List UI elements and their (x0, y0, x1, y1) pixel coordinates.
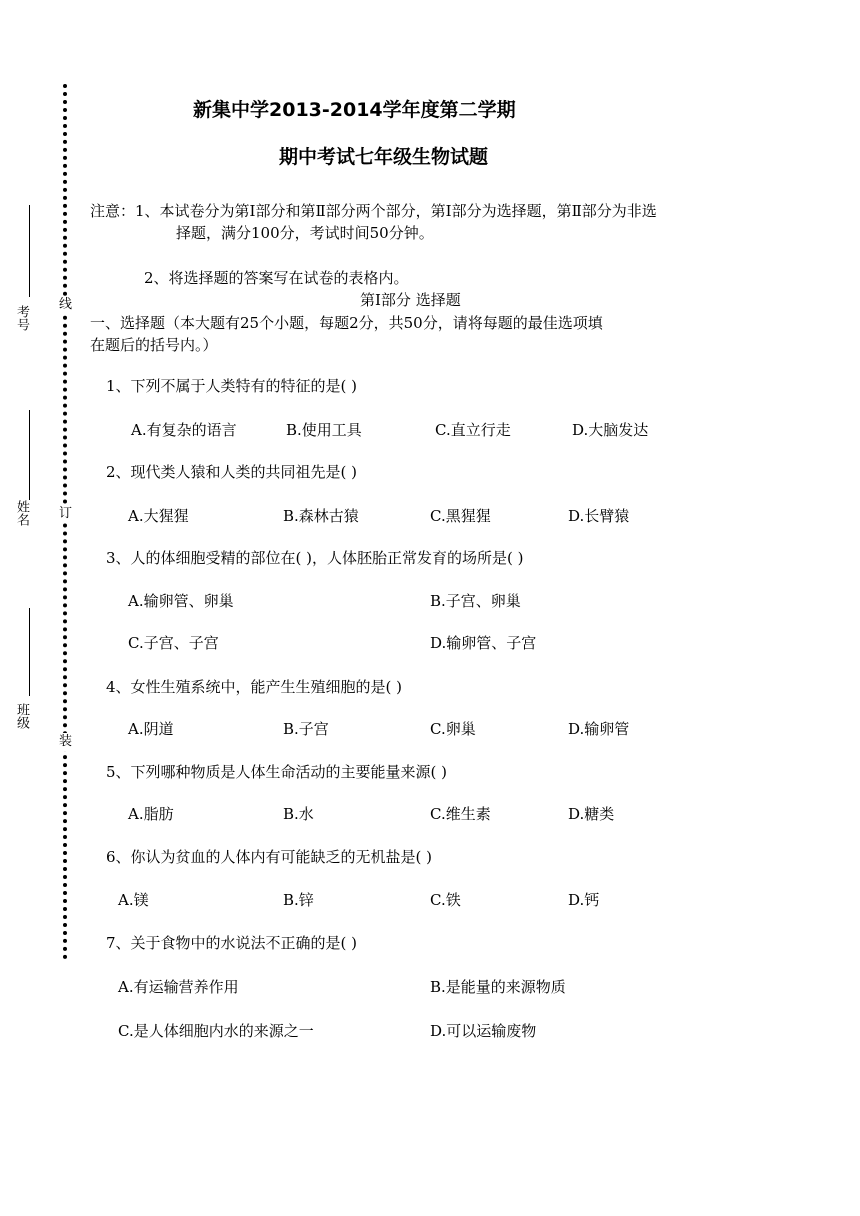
binding-mark-staple: 订 (59, 506, 73, 521)
question-1-option-b: B.使用工具 (286, 421, 362, 439)
title-line-1: 新集中学2013-2014学年度第二学期 (193, 99, 516, 121)
question-3-option-c: C.子宫、子宫 (128, 634, 219, 652)
question-4-option-d: D.输卵管 (568, 720, 630, 738)
question-6-option-c: C.铁 (430, 891, 461, 909)
question-6-option-d: D.钙 (568, 891, 600, 909)
notice-line-3: 2、将选择题的答案写在试卷的表格内。 (144, 269, 409, 287)
question-3-option-a: A.输卵管、卵巢 (128, 592, 234, 610)
binding-mark-bind: 装 (59, 734, 73, 749)
question-7-option-a: A.有运输营养作用 (118, 978, 239, 996)
question-7-option-d: D.可以运输废物 (430, 1022, 537, 1040)
question-1-option-c: C.直立行走 (435, 421, 511, 439)
question-7-option-c: C.是人体细胞内水的来源之一 (118, 1022, 314, 1040)
question-7-stem: 7、关于食物中的水说法不正确的是( ) (106, 934, 358, 952)
question-3-option-d: D.输卵管、子宫 (430, 634, 537, 652)
exam-no-underline (29, 205, 30, 297)
question-2-option-d: D.长臂猿 (568, 507, 630, 525)
question-5-option-a: A.脂肪 (128, 805, 174, 823)
question-2-stem: 2、现代类人猿和人类的共同祖先是( ) (106, 463, 358, 481)
question-5-option-d: D.糖类 (568, 805, 615, 823)
title-line-2: 期中考试七年级生物试题 (279, 146, 489, 168)
part-1-heading: 第Ⅰ部分 选择题 (360, 291, 461, 309)
name-underline (29, 410, 30, 500)
question-7-option-b: B.是能量的来源物质 (430, 978, 566, 996)
class-underline (29, 608, 30, 696)
exam-no-label: 考号 (14, 305, 29, 331)
question-2-option-a: A.大猩猩 (128, 507, 189, 525)
question-1-option-d: D.大脑发达 (572, 421, 649, 439)
section-intro-line-1: 一、选择题（本大题有25个小题，每题2分，共50分，请将每题的最佳选项填 (90, 314, 603, 332)
question-3-option-b: B.子宫、卵巢 (430, 592, 521, 610)
question-6-option-a: A.镁 (118, 891, 149, 909)
question-5-option-c: C.维生素 (430, 805, 491, 823)
name-label: 姓名 (14, 500, 29, 526)
question-1-stem: 1、下列不属于人类特有的特征的是( ) (106, 377, 358, 395)
question-4-option-c: C.卵巢 (430, 720, 476, 738)
question-4-stem: 4、女性生殖系统中，能产生生殖细胞的是( ) (106, 678, 403, 696)
question-3-stem: 3、人的体细胞受精的部位在( )，人体胚胎正常发育的场所是( ) (106, 549, 524, 567)
notice-line-1: 注意：1、本试卷分为第Ⅰ部分和第Ⅱ部分两个部分，第Ⅰ部分为选择题，第Ⅱ部分为非选 (90, 202, 657, 220)
question-5-option-b: B.水 (283, 805, 314, 823)
class-label: 班级 (14, 703, 29, 729)
question-6-stem: 6、你认为贫血的人体内有可能缺乏的无机盐是( ) (106, 848, 433, 866)
question-4-option-a: A.阴道 (128, 720, 174, 738)
binding-mark-line: 线 (59, 297, 73, 312)
question-6-option-b: B.锌 (283, 891, 314, 909)
question-2-option-b: B.森林古猿 (283, 507, 359, 525)
question-2-option-c: C.黑猩猩 (430, 507, 491, 525)
section-intro-line-2: 在题后的括号内。） (90, 336, 218, 354)
question-5-stem: 5、下列哪种物质是人体生命活动的主要能量来源( ) (106, 763, 448, 781)
notice-line-2: 择题，满分100分，考试时间50分钟。 (176, 224, 434, 242)
question-1-option-a: A.有复杂的语言 (131, 421, 237, 439)
question-4-option-b: B.子宫 (283, 720, 329, 738)
